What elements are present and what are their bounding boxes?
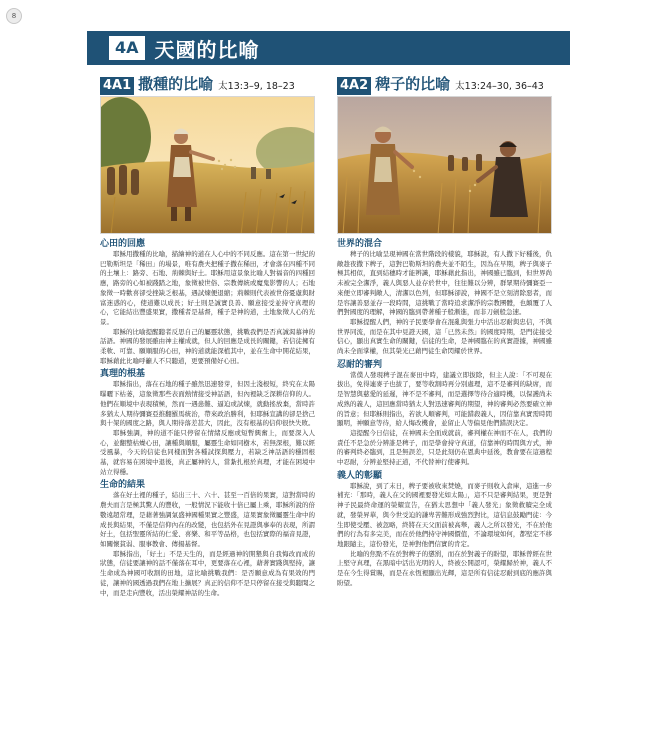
section-heading — [100, 70, 315, 94]
section-code: 4A1 — [100, 77, 134, 95]
paragraph: 這提醒今日信徒，在神國未全面成就前，審判權在神而不在人，我們的責任不是急於分辨誰是稗子，而是學會持守真道，信靠神的時間與方式，神的審判終必臨到，且是無誤差，只是此刻仍在恩典中延後，教會要在這過程中忍耐，分辨並堅持正道，不代替神行使審判。 — [337, 428, 552, 467]
subheading-2: 真理的根基 — [100, 369, 146, 380]
scripture-reference: 太13:24–30, 36–43 — [455, 81, 544, 92]
left-column — [100, 70, 315, 598]
scripture-reference: 太13:3–9, 18–23 — [218, 81, 295, 92]
right-column — [337, 70, 552, 589]
paragraph: 耶穌強調，神的道不能只停留在情緒反應或短暫興奮上，而要深入人心，並翻整枯燥心田，讓種與順服，屬靈生命如同樹木，若無深根，難以經受風暴，今天的信徒也同樣面對各種試探與壓力，若缺乏神話語的穩固根基，就容易在困境中退後，真正屬神的人，當紮扎根於真理，才能在困境中站立得穩。 — [100, 428, 315, 476]
paragraph: 耶穌說，到了末日，稗子要被收來焚燒，而麥子則收入倉庫，這進一步補充：「那時，義人在父的國裡要發光如太陽」，這不只是審判結果，更是對神子民最終命運的榮耀宣告，在猶太思想中「義人發光」象徵救贖完全成就，發榮昇華，與今世受迫的謙卑苦難形成強烈對比，這信息鼓勵門徒：今生即使受壓、被忽略，終將在天父面前被高舉，義人之所以發光，不在於他們的行為有多完美，而在於他們持守神國價值，不論環境如何，都堅定不移地跟隨主，這份發光，是神對他們信實的肯定。 — [337, 481, 552, 548]
paragraph: 耶穌的比喻提醒聽者反思自己的屬靈狀態，挑戰我們是否真誠渴慕神的話語。神國的發展雖由神主權成就，但人的回應是成長的關鍵，若信徒擁有柔軟、可靠、願順服的心田，神的道就能深植其中，並在生命中開花結果，耶穌藉此比喻呼籲人不只聽道，更要預備好心田。 — [100, 327, 315, 365]
page-number: 8 — [6, 8, 22, 24]
paragraph: 落在好土裡的種子，結出三十、六十、甚至一百倍的果實，這對當時的農夫而言是極其驚人的豐收，一般情況下能收十倍已屬上乘，耶穌所說的倍數遠超常理，是藉著強調氣盛神國種果實之豐盛，這果實象徵屬靈生命中的成長與結果，不僅是信仰內在的改變，也包括外在見證與事奉的表現，所謂好土，包括聖靈所結的仁愛、喜樂、和平等品格，也包括實際的福音見證，如關懷貧弱、服事教會、傳揚基督。 — [100, 491, 315, 548]
paragraph: 比喻的焦點不在於對稗子的懲罰，而在於對義子的盼望，耶穌曾經在世上堅守真理，在黑暗中活出光明的人，終被公開認可，榮耀歸於神，義人不是在今生得賞賜，而是在永恆裡顯出光輝，這是所有信徒忍耐到底的應許與盼望。 — [337, 549, 552, 587]
paragraph: 耶穌指出，「好土」不是天生的，而是經過神的開墾與自我悔改而成的狀態，信徒要讓神的話不僅落在耳中，更要落在心裡，藉著實踐與堅持，讓生命成為神國可收割的田地，這比喻挑戰我們：是否願意成為有果效的門徒，讓神的國透過我們在地上擴展？真正的信仰不是只停留在接受與聽聞之中，而是走向豐收，活出榮耀神話的生命。 — [100, 549, 315, 597]
sower-illustration — [100, 96, 315, 234]
paragraph: 當僕人發現稗子混在麥田中時，建議立即拔除，但主人說：「不可現在拔出，免得連麥子也拔了，要等收割時再分別處理，這不是審判的缺席，而是智慧與慈愛的延遲，神不是不審判，而是選擇等待合適時機，以保護尚未成熟的義人，這回應當時猶太人對迅速審判的期望，神的審判必然要確立神的旨意；但耶穌則指出，若欲人順審判，可能錯殺義人，因信靠真實需時間顯明，神願意等待，給人悔改機會，並留止人等偏見他們錯誤決定。 — [337, 370, 552, 428]
paragraph: 耶穌提醒人們，神的子民要學會在混亂與張力中活出忍耐與忠信，不與世界同流，而是在其中見證天國，這「已然未然」的國度時期，是門徒接受信心，顯出真實生命的關鍵，信徒的生命，是神國臨在的真實證據，神國雖尚未全面掌權，但其榮光已藉門徒生命閃耀於世界。 — [337, 317, 552, 356]
tares-illustration — [337, 96, 552, 234]
subheading-1: 世界的混合 — [337, 239, 383, 249]
section-heading — [337, 70, 552, 94]
section-title: 撒種的比喻 — [138, 75, 214, 93]
subheading-3: 生命的結果 — [100, 480, 146, 491]
paragraph: 稗子的比喻呈現神國在當世階段的樣貌，耶穌說，有人撒下好種後，仇敵趁夜撒下稗子，這對巴勒斯坦的農夫並不陌生，因為在早期，稗子與麥子極其相似，直到結穗時才能辨識，耶穌藉此指出，神國雖已臨到，但世界尚未被完全潔淨，義人與惡人並存於世中，往往難以分辨，群眾期待彌賽亞一來便立即審判敵人，清潔以色列，但耶穌卻說，神國不是立刻清除惡者，而是容讓善惡並存一段時間，這挑戰了當時追求潔淨的宗教團體，也顛覆了人們對國度的理解，神國的臨到帶著種子般漸進，而非刀劍般急速。 — [337, 250, 552, 317]
section-title: 稗子的比喻 — [375, 75, 451, 93]
chapter-header — [87, 31, 570, 65]
paragraph: 耶穌指出，落在石地的種子雖然迅速發芽，但因土淺根短，終究在太陽曝曬下枯萎，這象徵那些表面熱情接受神話語，但內裡缺乏深耕信仰的人。他們在順境中表現積極，然而一遇患難、逼迫或試煉，就動搖放棄，當時許多猶太人期待彌賽亞推翻羅馬統治，帶來政治勝利，但耶穌宣講的卻是捨己與十架的國度之路，與人期待落差甚大，因此，沒有根基的信仰很快失敗。 — [100, 380, 315, 428]
subheading-3: 義人的彰顯 — [337, 470, 383, 481]
subheading-1: 心田的回應 — [100, 239, 146, 249]
chapter-title: 天國的比喻 — [154, 37, 260, 62]
subheading-2: 忍耐的審判 — [337, 359, 383, 370]
chapter-code: 4A — [109, 36, 145, 60]
paragraph: 耶穌用撒種的比喻，描繪神的道在人心中的不同反應。這在第一世紀的巴勒斯坦是「稀田」的場景，唯有農夫把種子撒在稀田，才會落在四種不同的土壤上：路旁、石地、荊棘與好土。耶穌用這景象比喻人對福音的四種回應，路旁的心如被踐踏之地，象徵被世俗、宗教傳統或魔鬼影響的人；石地象徵一時歡喜卻受挫缺乏根基，遇試煉便退縮；荊棘則代表被世俗憂慮與財富迷惑的心，使道難以成長；好土則是誠實良善、願意接受並持守真理的心，它能結出豐盛果實，撒種者是基督，種子是神的道，土地象徵人心的光景。 — [100, 250, 315, 326]
section-code: 4A2 — [337, 77, 371, 95]
